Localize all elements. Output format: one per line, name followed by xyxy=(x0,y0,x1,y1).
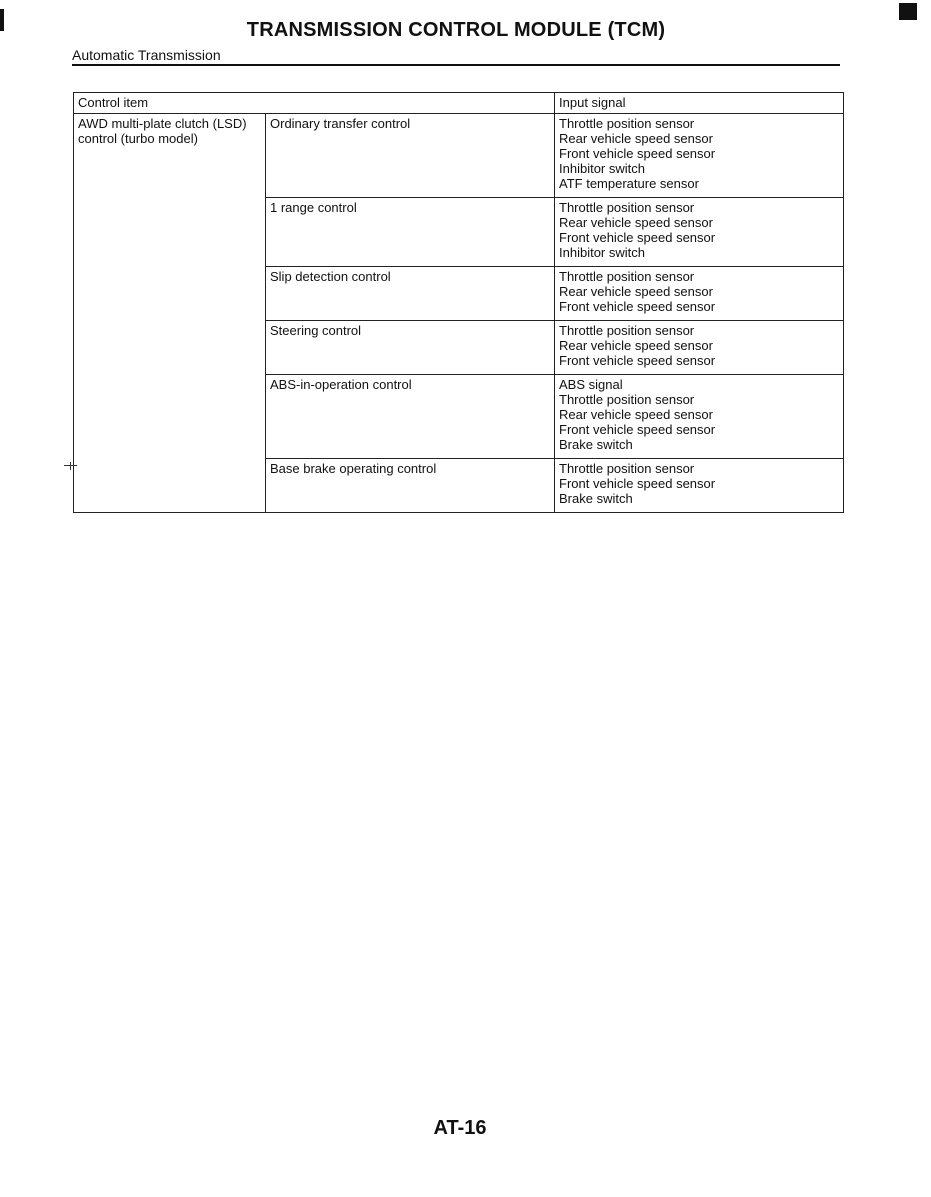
control-item-cell: Steering control xyxy=(266,321,555,375)
signal-item: Front vehicle speed sensor xyxy=(559,476,716,491)
control-item-cell: Base brake operating control xyxy=(266,459,555,513)
signal-item: Throttle position sensor xyxy=(559,461,695,476)
signal-item: Throttle position sensor xyxy=(559,323,695,338)
page-number: AT-16 xyxy=(433,1117,487,1139)
signal-item: Throttle position sensor xyxy=(559,200,695,215)
signal-item: Throttle position sensor xyxy=(559,269,695,284)
control-item-cell: 1 range control xyxy=(266,198,555,267)
margin-tick-mark xyxy=(70,462,71,470)
signal-item: Rear vehicle speed sensor xyxy=(559,407,713,422)
signal-item: Brake switch xyxy=(559,437,633,452)
signal-item: ATF temperature sensor xyxy=(559,176,699,191)
input-signal-cell xyxy=(555,198,844,267)
section-label: Automatic Transmission xyxy=(72,47,221,63)
signal-item: Rear vehicle speed sensor xyxy=(559,284,713,299)
signal-item: Front vehicle speed sensor xyxy=(559,353,716,368)
signal-item: Throttle position sensor xyxy=(559,392,695,407)
signal-item: Front vehicle speed sensor xyxy=(559,230,716,245)
section-tab-marker xyxy=(899,3,917,20)
control-item-cell: Slip detection control xyxy=(266,267,555,321)
input-signal-header: Input signal xyxy=(555,93,844,114)
control-group-cell: AWD multi-plate clutch (LSD) control (turbo model) xyxy=(74,114,266,513)
header-divider xyxy=(72,64,840,66)
control-item-cell: Ordinary transfer control xyxy=(266,114,555,198)
signal-item: Front vehicle speed sensor xyxy=(559,422,716,437)
input-signal-cell xyxy=(555,321,844,375)
signal-item: ABS signal xyxy=(559,377,623,392)
table-row xyxy=(74,114,844,198)
input-signal-cell xyxy=(555,267,844,321)
signal-item: Throttle position sensor xyxy=(559,116,695,131)
signal-item: Rear vehicle speed sensor xyxy=(559,131,713,146)
control-item-header: Control item xyxy=(74,93,555,114)
input-signal-cell xyxy=(555,114,844,198)
input-signal-cell xyxy=(555,375,844,459)
page-title: TRANSMISSION CONTROL MODULE (TCM) xyxy=(246,19,666,41)
signal-item: Inhibitor switch xyxy=(559,245,645,260)
signal-item: Rear vehicle speed sensor xyxy=(559,215,713,230)
control-item-cell: ABS-in-operation control xyxy=(266,375,555,459)
signal-item: Front vehicle speed sensor xyxy=(559,146,716,161)
signal-item: Brake switch xyxy=(559,491,633,506)
signal-item: Front vehicle speed sensor xyxy=(559,299,716,314)
control-items-table xyxy=(73,92,844,513)
table-header-row xyxy=(74,93,844,114)
signal-item: Inhibitor switch xyxy=(559,161,645,176)
input-signal-cell xyxy=(555,459,844,513)
signal-item: Rear vehicle speed sensor xyxy=(559,338,713,353)
